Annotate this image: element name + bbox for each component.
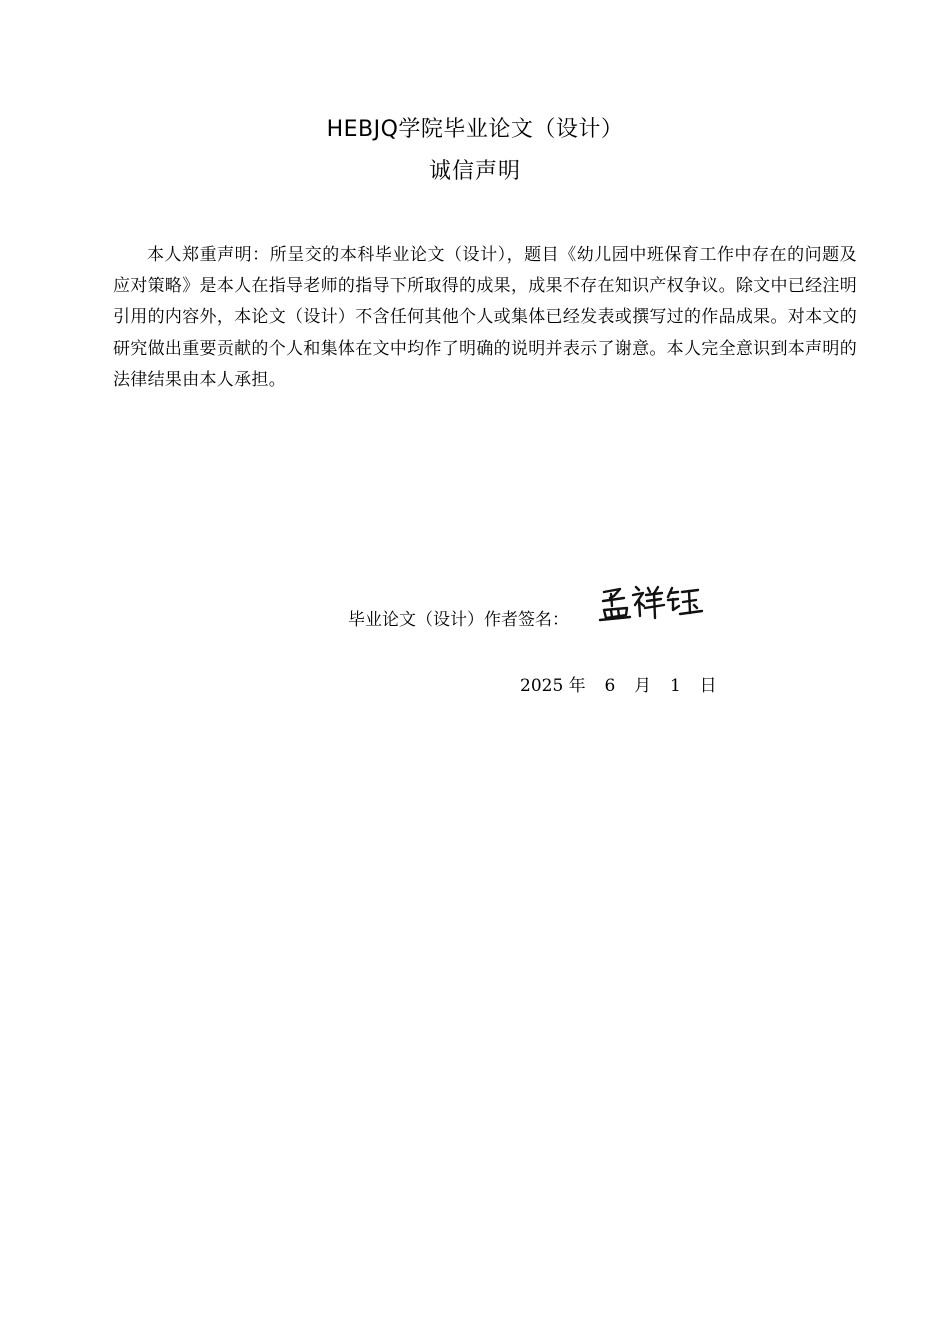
- document-title: HEBJQ学院毕业论文（设计）: [326, 117, 624, 142]
- document-subtitle: 诚信声明: [428, 159, 521, 184]
- handwritten-signature: [598, 580, 708, 626]
- declaration-paragraph: 本人郑重声明：所呈交的本科毕业论文（设计），题目《幼儿园中班保育工作中存在的问题及应对策略》是本人在指导老师的指导下所取得的成果，成果不存在知识产权争议。除文中已经注明引用的内容外，本论文（设计）不含任何其他个人或集体已经发表或撰写过的作品成果。对本文的研究做出重要贡献的个人和集体在文中均作了明确的说明并表示了谢意。本人完全意识到本声明的法律结果由本人承担。: [113, 245, 857, 390]
- signature-row: [348, 580, 768, 640]
- date-day: 1: [669, 676, 681, 696]
- date-day-unit: 日: [699, 676, 717, 696]
- date-year: 2025: [520, 676, 564, 696]
- signature-label: 毕业论文（设计）作者签名：: [348, 610, 569, 630]
- date-line: [520, 674, 717, 698]
- title-block: [0, 112, 950, 190]
- date-month: 6: [604, 676, 616, 696]
- date-year-unit: 年: [568, 676, 586, 696]
- date-month-unit: 月: [634, 676, 652, 696]
